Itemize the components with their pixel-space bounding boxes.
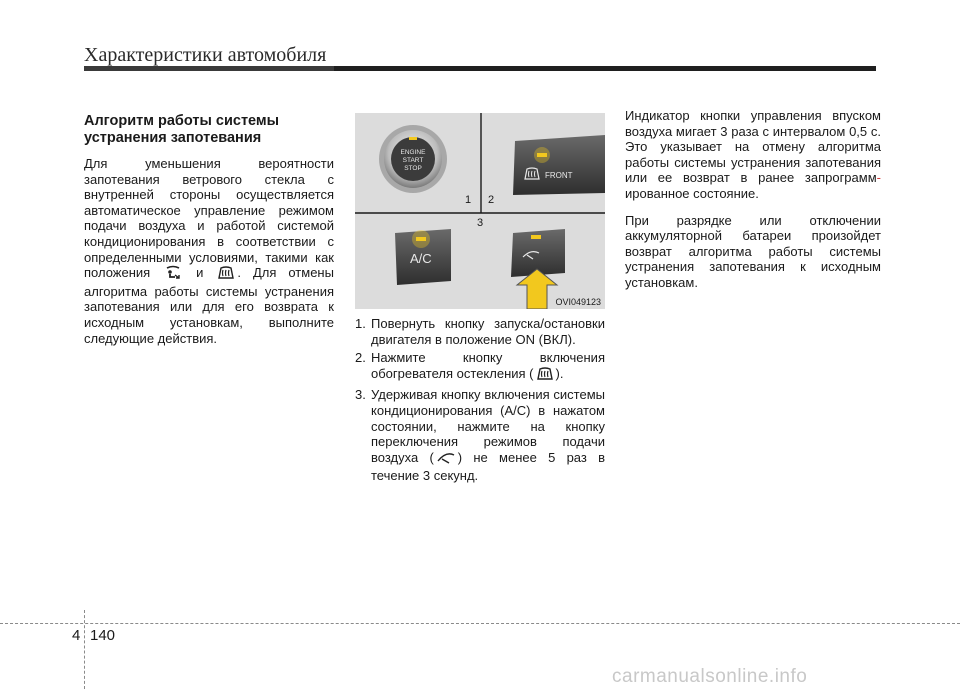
callout-1: 1 — [465, 194, 472, 206]
step-3 — [355, 387, 605, 484]
windshield-mode-icon — [436, 451, 456, 469]
ac-button — [395, 229, 451, 285]
callout-2: 2 — [488, 194, 495, 206]
floor-windshield-mode-icon — [164, 265, 182, 284]
windshield-defrost-icon — [217, 265, 235, 284]
chapter-number: 4 — [72, 627, 81, 644]
right-p1-b: ированное состояние. — [625, 185, 759, 201]
engine-label-3: STOP — [404, 165, 422, 172]
footer-divider — [84, 610, 85, 689]
front-label: FRONT — [545, 171, 573, 180]
intro-text-2: . Для отмены алгоритма работы системы устранения запотевания или для его возврата к исходным установкам, выполните следующие действия. — [84, 265, 334, 346]
step-1 — [355, 316, 605, 347]
engine-label-1: ENGINE — [400, 149, 426, 156]
step-number: 3. — [355, 387, 366, 403]
step-2-after: ). — [555, 365, 564, 381]
watermark: carmanualsonline.info — [612, 666, 808, 687]
control-panel-figure — [355, 113, 605, 309]
header-rule-accent — [84, 66, 334, 71]
step-2-before: Нажмите кнопку включения обогревателя остекления ( — [371, 350, 605, 381]
step-number: 1. — [355, 316, 366, 331]
page-header-title: Характеристики автомобиля — [84, 44, 327, 66]
left-column — [84, 113, 334, 357]
right-column — [625, 108, 881, 302]
intro-paragraph — [84, 156, 334, 346]
step-2 — [355, 350, 605, 384]
windshield-defrost-icon — [536, 366, 554, 385]
step-text — [371, 387, 605, 484]
right-paragraph-1 — [625, 108, 881, 202]
engine-label-2: START — [402, 157, 424, 164]
ac-label: A/C — [410, 251, 432, 266]
section-heading: Алгоритм работы системы устранения запотевания — [84, 113, 280, 146]
steps-list — [355, 316, 605, 487]
intro-text-1: Для уменьшения вероятности запотевания ветрового стекла с внутренней стороны осуществляется автоматическое управление режимом подачи воздуха и работой системой кондиционирования в соответствии с определенными условиями, такими как положения — [84, 156, 334, 281]
footer-rule — [0, 623, 960, 624]
front-defrost-button — [513, 135, 605, 195]
step-text: Повернуть кнопку запуска/остановки двигателя в положение ON (ВКЛ). — [371, 316, 605, 347]
step-3-before: Удерживая кнопку включения системы кондиционирования (A/C) в нажатом состоянии, нажмите на кнопку переключения режимов подачи воздуха ( — [371, 387, 605, 465]
figure-code: OVI049123 — [555, 297, 601, 307]
hyphen-mark: - — [876, 170, 881, 186]
page-number: 140 — [90, 627, 116, 644]
engine-start-stop-button — [379, 125, 447, 193]
right-p1-a: Индикатор кнопки управления впуском воздуха мигает 3 раза с интервалом 0,5 с. Это указывает на отмену алгоритма работы системы устранения запотевания или ее возврат в ранее запрограмм — [625, 108, 881, 186]
step-text — [371, 350, 605, 384]
step-3-after: ) не менее 5 раз в течение 3 секунд. — [371, 449, 605, 484]
right-paragraph-2: При разрядке или отключении аккумуляторной батареи произойдет возврат алгоритма работы системы устранения запотевания к исходным установкам. — [625, 212, 881, 290]
callout-3: 3 — [477, 217, 484, 229]
intro-and: и — [196, 265, 204, 281]
step-number: 2. — [355, 350, 366, 366]
